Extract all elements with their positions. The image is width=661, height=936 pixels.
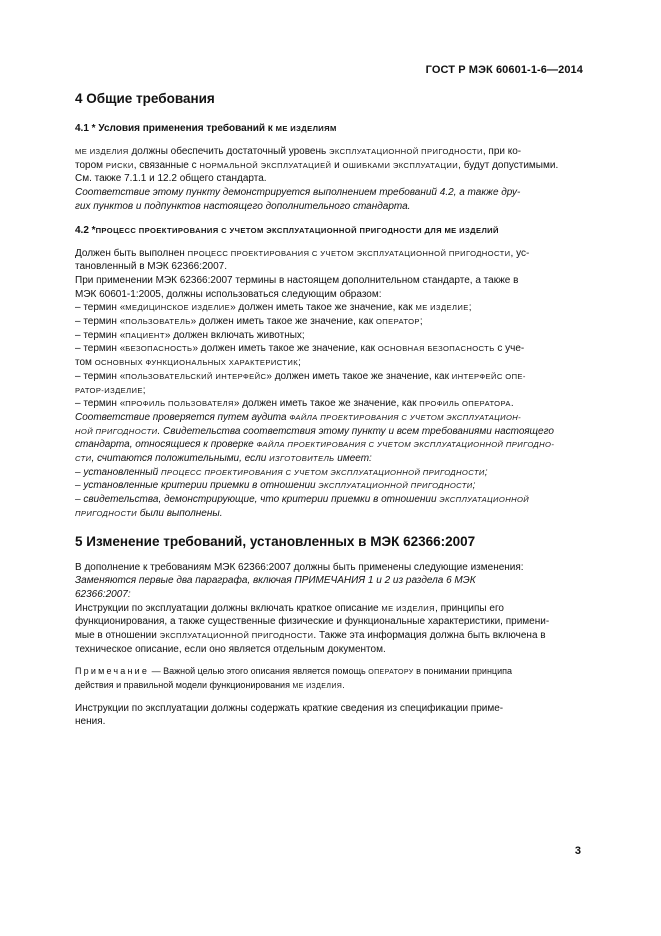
text-line bbox=[75, 411, 584, 425]
term-smallcaps: МЕ ИЗДЕЛИЕ bbox=[415, 303, 469, 313]
para-4-2-line2: тановленный в МЭК 62366:2007. bbox=[75, 261, 228, 273]
text-run: ; bbox=[419, 316, 423, 328]
term-smallcaps: ПРОФИЛЬ ОПЕРАТОРА bbox=[419, 399, 511, 409]
term-smallcaps: ПРОЦЕСС ПРОЕКТИРОВАНИЯ С УЧЕТОМ ЭКСПЛУАТАЦИОННОЙ ПРИГОДНОСТИ bbox=[187, 248, 511, 258]
document-code: ГОСТ Р МЭК 60601-1-6—2014 bbox=[425, 64, 583, 76]
text-line bbox=[75, 315, 584, 329]
text-run: — Важной целью этого описания является помощь bbox=[149, 665, 369, 676]
text-run: Соответствие проверяется путем аудита bbox=[75, 411, 290, 423]
text-run: , при ко- bbox=[482, 146, 522, 157]
term-smallcaps: ОСНОВНАЯ БЕЗОПАСНОСТЬ bbox=[377, 344, 495, 354]
subsection-4-1-title: 4.1 * Условия применения требований к МЕ ИЗДЕЛИЯМ bbox=[75, 123, 337, 134]
term-smallcaps: ОПЕРАТОРУ bbox=[368, 668, 414, 676]
text-run: мые в отношении bbox=[75, 630, 160, 642]
para-4-2-line4: МЭК 60601-1:2005, должны использоваться следующим образом: bbox=[75, 288, 382, 300]
para-4-1-line1 bbox=[75, 145, 584, 159]
term-smallcaps: РАТОР-ИЗДЕЛИЕ bbox=[75, 385, 143, 395]
para-4-1-compliance-1: Соответствие этому пункту демонстрируется выполнением требований 4.2, а также дру- bbox=[75, 187, 521, 199]
text-run: ; bbox=[468, 302, 472, 314]
text-run: – термин « bbox=[75, 343, 126, 355]
text-run: – установленный bbox=[75, 466, 161, 478]
text-line bbox=[75, 615, 584, 629]
text-run: – термин « bbox=[75, 302, 126, 314]
text-run: ; bbox=[484, 466, 488, 478]
text-run: – установленные критерии приемки в отношении bbox=[75, 480, 319, 492]
text-line bbox=[75, 425, 584, 439]
term-smallcaps: МЕДИЦИНСКОЕ ИЗДЕЛИЕ bbox=[125, 303, 231, 313]
text-run: » должен иметь такое же значение, как bbox=[190, 316, 376, 328]
text-run: ; bbox=[142, 384, 146, 396]
term-smallcaps: МЕ ИЗДЕЛИЯ bbox=[292, 683, 343, 690]
term-smallcaps: ФАЙЛА ПРОЕКТИРОВАНИЯ С УЧЕТОМ ЭКСПЛУАТАЦИОННОЙ ПРИГОДНО- bbox=[256, 440, 555, 450]
note bbox=[75, 665, 584, 694]
text-line bbox=[75, 397, 584, 411]
text-run: стандарта, относящиеся к проверке bbox=[75, 439, 257, 451]
text-run: действия и правильной модели функционирования bbox=[75, 680, 293, 690]
term-smallcaps: ОСНОВНЫХ ФУНКЦИОНАЛЬНЫХ ХАРАКТЕРИСТИК bbox=[94, 358, 299, 368]
text-line bbox=[75, 507, 584, 521]
para-4-2-line1 bbox=[75, 247, 584, 261]
text-line bbox=[75, 643, 584, 657]
term-smallcaps: ПОЛЬЗОВАТЕЛЬСКИЙ ИНТЕРФЕЙС bbox=[125, 371, 267, 381]
term-smallcaps: ФАЙЛА ПРОЕКТИРОВАНИЯ С УЧЕТОМ ЭКСПЛУАТАЦИОН- bbox=[289, 412, 522, 422]
text-line bbox=[75, 602, 584, 616]
para-4-1-line2 bbox=[75, 159, 584, 173]
term-smallcaps: ПРИГОДНОСТИ bbox=[75, 508, 137, 518]
text-run: . Также эта информация должна быть включена в bbox=[313, 630, 546, 642]
text-run: и bbox=[331, 159, 343, 171]
note-line2 bbox=[75, 679, 584, 694]
para-5-final-1: Инструкции по эксплуатации должны содержать краткие сведения из спецификации приме- bbox=[75, 702, 504, 714]
text-run: – термин « bbox=[75, 398, 126, 410]
term-smallcaps: ЭКСПЛУАТАЦИОННОЙ ПРИГОДНОСТИ bbox=[159, 631, 314, 641]
text-line bbox=[75, 466, 584, 480]
text-line bbox=[75, 342, 584, 356]
term-smallcaps: НОЙ ПРИГОДНОСТИ bbox=[75, 426, 158, 436]
para-4-1-line3: См. также 7.1.1 и 12.2 общего стандарта. bbox=[75, 173, 267, 185]
para-4-1-compliance-2: гих пунктов и подпунктов настоящего дополнительного стандарта. bbox=[75, 200, 411, 212]
term-smallcaps: ОШИБКАМИ ЭКСПЛУАТАЦИИ bbox=[342, 160, 459, 170]
text-run: . Свидетельства соответствия этому пункту и всем требованиями настоящего bbox=[157, 425, 554, 437]
text-run: техническое описание, если оно является отдельным документом. bbox=[75, 643, 386, 655]
text-line bbox=[75, 479, 584, 493]
text-run: том bbox=[75, 357, 95, 369]
term-smallcaps: ПОЛЬЗОВАТЕЛЬ bbox=[125, 317, 191, 327]
page-number: 3 bbox=[574, 845, 581, 857]
text-run: – термин « bbox=[75, 316, 126, 328]
text-line bbox=[75, 452, 584, 466]
text-run: , будут допустимыми. bbox=[458, 159, 559, 171]
note-label: Примечание bbox=[75, 665, 150, 676]
text-line bbox=[75, 370, 584, 384]
term-smallcaps: ПАЦИЕНТ bbox=[125, 330, 165, 340]
section-5-title: 5 Изменение требований, установленных в МЭК 62366:2007 bbox=[75, 533, 476, 549]
term-smallcaps: СТИ bbox=[75, 454, 92, 464]
text-run: имеет: bbox=[334, 453, 372, 465]
text-line bbox=[75, 629, 584, 643]
text-run: ; bbox=[472, 480, 476, 492]
text-line bbox=[75, 301, 584, 315]
text-run: , считаются положительными, если bbox=[91, 453, 270, 465]
page-content bbox=[75, 90, 584, 729]
text-run: , ус- bbox=[510, 247, 530, 259]
text-run: тором bbox=[75, 159, 106, 171]
text-run: были выполнены. bbox=[136, 507, 223, 519]
term-smallcaps: БЕЗОПАСНОСТЬ bbox=[125, 344, 193, 354]
text-run: » должен иметь такое же значение, как bbox=[266, 370, 452, 382]
text-run: . bbox=[342, 680, 345, 690]
section-4-title: 4 Общие требования bbox=[75, 91, 215, 106]
para-5-replace-2: 62366:2007: bbox=[75, 588, 131, 600]
para-4-2-line3: При применении МЭК 62366:2007 термины в настоящем дополнительном стандарте, а также в bbox=[75, 274, 519, 286]
text-run: . bbox=[510, 398, 514, 410]
text-run: с уче- bbox=[494, 343, 525, 355]
text-run: – свидетельства, демонстрирующие, что критерии приемки в отношении bbox=[75, 494, 440, 506]
term-smallcaps: ИЗГОТОВИТЕЛЬ bbox=[269, 454, 335, 464]
text-line bbox=[75, 493, 584, 507]
term-smallcaps: ПРОФИЛЬ ПОЛЬЗОВАТЕЛЯ bbox=[125, 399, 234, 409]
text-run: » должен иметь такое же значение, как bbox=[192, 343, 378, 355]
text-run: » должен иметь такое же значение, как bbox=[230, 302, 416, 314]
term-smallcaps: ЭКСПЛУАТАЦИОННОЙ ПРИГОДНОСТИ bbox=[318, 481, 473, 491]
text-line bbox=[75, 329, 584, 343]
term-smallcaps: РИСКИ bbox=[105, 160, 134, 170]
para-5-final-2: нения. bbox=[75, 716, 106, 728]
term-smallcaps: МЕ ИЗДЕЛИЯ bbox=[75, 147, 129, 156]
text-run: в понимании принципа bbox=[413, 665, 512, 676]
para-5-instructions bbox=[75, 602, 584, 657]
term-smallcaps: ОПЕРАТОР bbox=[375, 317, 420, 327]
terms-list bbox=[75, 301, 584, 411]
text-run: ; bbox=[298, 357, 301, 369]
note-line1 bbox=[75, 665, 584, 680]
text-line bbox=[75, 438, 584, 452]
compliance-check bbox=[75, 411, 584, 521]
text-run: , связанные с bbox=[133, 159, 200, 171]
term-smallcaps: ЭКСПЛУАТАЦИОННОЙ ПРИГОДНОСТИ bbox=[329, 147, 483, 156]
term-smallcaps: ПРОЦЕСС ПРОЕКТИРОВАНИЯ С УЧЕТОМ ЭКСПЛУАТАЦИОННОЙ ПРИГОДНОСТИ bbox=[160, 467, 485, 477]
text-run: Инструкции по эксплуатации должны включать краткое описание bbox=[75, 602, 382, 614]
text-run: должны обеспечить достаточный уровень bbox=[128, 146, 329, 157]
text-run: функционирования, а также существенные физические и функциональные характеристики, примени- bbox=[75, 616, 550, 628]
text-run: Должен быть выполнен bbox=[75, 247, 188, 259]
text-run: , принципы его bbox=[435, 602, 504, 614]
text-line bbox=[75, 356, 584, 370]
text-run: » должен включать животных; bbox=[164, 329, 305, 341]
term-smallcaps: НОРМАЛЬНОЙ ЭКСПЛУАТАЦИЕЙ bbox=[199, 160, 332, 170]
term-smallcaps: ИНТЕРФЕЙС ОПЕ- bbox=[451, 371, 526, 381]
para-5-intro: В дополнение к требованиям МЭК 62366:2007 должны быть применены следующие изменения: bbox=[75, 561, 524, 573]
text-run: – термин « bbox=[75, 329, 126, 341]
term-smallcaps: ЭКСПЛУАТАЦИОННОЙ bbox=[439, 495, 530, 505]
text-line bbox=[75, 384, 584, 398]
subsection-4-2-title: 4.2 *ПРОЦЕСС ПРОЕКТИРОВАНИЯ С УЧЕТОМ ЭКСПЛУАТАЦИОННОЙ ПРИГОДНОСТИ ДЛЯ МЕ ИЗДЕЛИЙ bbox=[75, 224, 499, 236]
text-run: » должен иметь такое же значение, как bbox=[233, 398, 420, 410]
text-run: – термин « bbox=[75, 370, 126, 382]
term-smallcaps: МЕ ИЗДЕЛИЯ bbox=[381, 603, 436, 613]
para-5-replace-1: Заменяются первые два параграфа, включая ПРИМЕЧАНИЯ 1 и 2 из раздела 6 МЭК bbox=[75, 575, 476, 587]
